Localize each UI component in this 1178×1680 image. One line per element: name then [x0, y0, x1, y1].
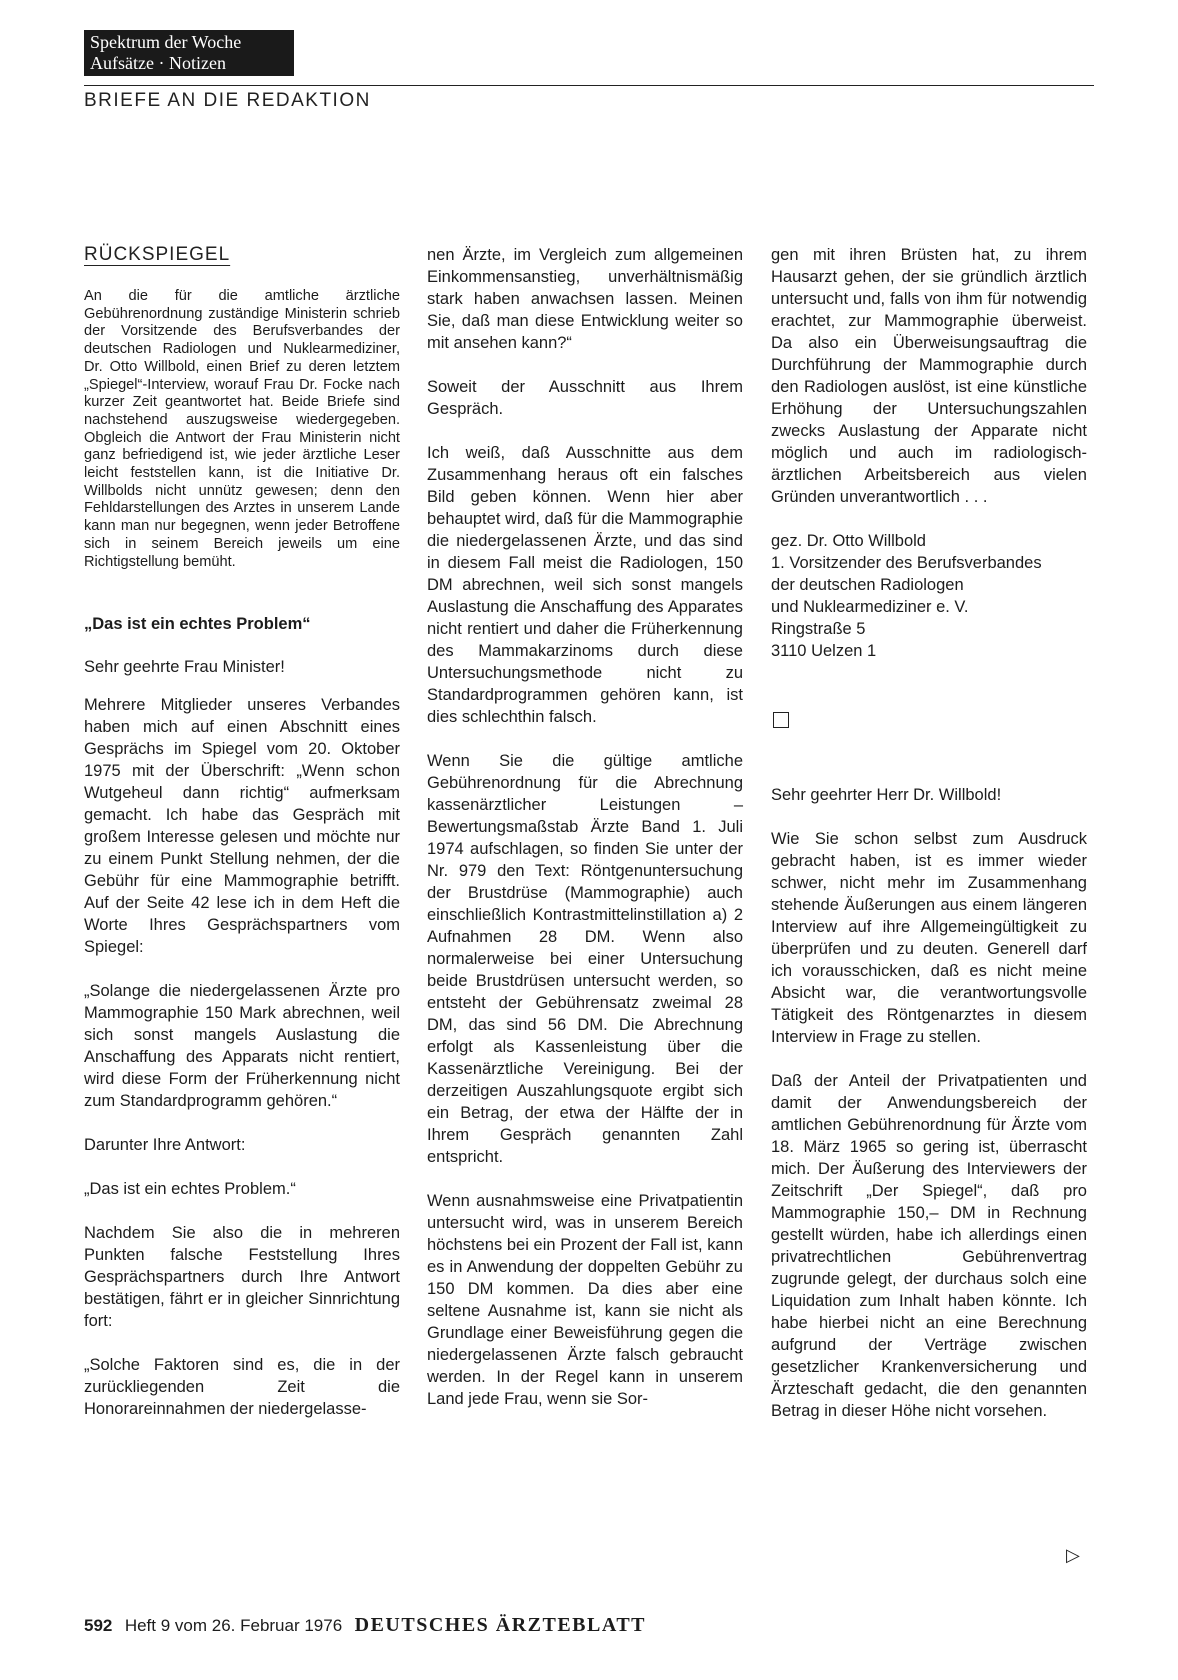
header-rule [84, 85, 1094, 86]
paragraph: Nachdem Sie also die in mehreren Punkten falsche Feststellung Ihres Gesprächspartners durch Ihre Antwort bestätigen, fährt er in gleicher Sinnrichtung fort: [84, 1224, 400, 1331]
issue-info: Heft 9 vom 26. Februar 1976 [124, 1616, 343, 1635]
section-label-line2: Aufsätze · Notizen [90, 53, 226, 73]
signature-line: gez. Dr. Otto Willbold [771, 532, 926, 550]
paragraph: „Solange die niedergelassenen Ärzte pro Mammographie 150 Mark abrechnen, weil sich sonst mangels Auslastung die Anschaffung des Apparats nicht rentiert, wird diese Form der Früherkennung nicht zum Standardprogramm gehören.“ [84, 982, 400, 1111]
paragraph: Darunter Ihre Antwort: [84, 1136, 246, 1155]
paragraph: nen Ärzte, im Vergleich zum allgemeinen Einkommensanstieg, unverhältnismäßig stark haben anwachsen lassen. Meinen Sie, daß man diese Entwicklung weiter so mit ansehen kann?“ [427, 246, 743, 352]
paragraph: Sehr geehrte Frau Minister! [84, 658, 285, 677]
paragraph: Mehrere Mitglieder unseres Verbandes haben mich auf einen Abschnitt eines Gesprächs im Spiegel vom 20. Oktober 1975 mit der Überschrift: „Wenn schon Wutgeheul dann richtig“ aufmerksam gemacht. Ich habe das Gespräch mit großem Interesse gelesen und möchte nur zu einem Punkt Stellung nehmen, der die Gebühr für eine Mammographie betrifft. Auf der Seite 42 lese ich in dem Heft die Worte Ihres Gesprächspartners vom Spiegel: [84, 696, 400, 957]
paragraph: Daß der Anteil der Privatpatienten und damit der Anwendungsbereich der amtlichen Gebührenordnung für Ärzte vom 18. März 1965 so gering ist, überrascht mich. Der Äußerung des Interviewers der Zeitschrift „Der Spiegel“, daß pro Mammographie 150,– DM in Rechnung gestellt würden, habe ich allerdings einen privatrechtlichen Gebührenvertrag zugrunde gelegt, der durchaus solch eine Liquidation zum Inhalt haben könnte. Ich habe hierbei nicht an eine Berechnung aufgrund der Verträge zwischen gesetzlicher Krankenversicherung und Ärzteschaft gedacht, die den genannten Betrag in dieser Höhe nicht vorsehen. [771, 1072, 1087, 1420]
signature-line: und Nuklearmediziner e. V. [771, 598, 969, 616]
column-1 [84, 244, 400, 1442]
paragraph: Soweit der Ausschnitt aus Ihrem Gespräch. [427, 378, 743, 418]
signature-line: Ringstraße 5 [771, 620, 866, 638]
square-box-icon [773, 712, 789, 728]
column-3 [771, 244, 1087, 1444]
section-label-line1: Spektrum der Woche [90, 32, 242, 52]
paragraph: Sehr geehrter Herr Dr. Willbold! [771, 786, 1002, 804]
paragraph: Ich weiß, daß Ausschnitte aus dem Zusammenhang heraus oft ein falsches Bild geben können. Wenn hier aber behauptet wird, daß für die Mammographie die niedergelassenen Ärzte, und das sind in diesem Fall meist die Radiologen, 150 DM abrechnen, weil sich sonst mangels Auslastung die Anschaffung des Apparates nicht rentiert und daher die Früherkennung des Mammakarzinoms durch diese Untersuchungsmethode nicht zu Standardprogrammen gehören kann, ist dies schlechthin falsch. [427, 444, 743, 726]
letter-headline: „Das ist ein echtes Problem“ [84, 615, 311, 634]
triangle-right-icon: ▷ [1066, 1545, 1080, 1565]
paragraph: Wie Sie schon selbst zum Ausdruck gebracht haben, ist es immer wieder schwer, nicht mehr im Zusammenhang stehende Äußerungen aus einem längeren Interview auf ihre Allgemeingültigkeit zu überprüfen und zu deuten. Generell darf ich vorausschicken, daß es nicht meine Absicht war, die verantwortungsvolle Tätigkeit des Röntgenarztes in diesem Interview in Frage zu stellen. [771, 830, 1087, 1046]
signature-line: 1. Vorsitzender des Berufsverbandes [771, 554, 1042, 572]
paragraph: Wenn Sie die gültige amtliche Gebührenordnung für die Abrechnung kassenärztlicher Leistungen – Bewertungsmaßstab Ärzte Band 1. Juli 1974 aufschlagen, so finden Sie unter der Nr. 979 den Text: Röntgenuntersuchung der Brustdrüse (Mammographie) auch einschließlich Kontrastmittelinstillation a) 2 Aufnahmen 28 DM. Wenn also normalerweise bei einer Untersuchung beide Brustdrüsen untersucht werden, so entsteht der Gebührensatz zweimal 28 DM, das sind 56 DM. Die Abrechnung erfolgt als Kassenleistung über die Kassenärztliche Vereinigung. Bei der derzeitigen Auszahlungsquote ergibt sich ein Betrag, der etwa der Hälfte der in Ihrem Gespräch genannten Zahl entspricht. [427, 752, 743, 1166]
paragraph: „Solche Faktoren sind es, die in der zurückliegenden Zeit die Honorareinnahmen der niedergelasse- [84, 1356, 400, 1419]
journal-name: DEUTSCHES ÄRZTEBLATT [354, 1614, 647, 1636]
page-title: BRIEFE AN DIE REDAKTION [84, 90, 371, 111]
intro-text: An die für die amtliche ärztliche Gebührenordnung zuständige Ministerin schrieb der Vorsitzende des Berufsverbandes der deutschen Radiologen und Nuklearmediziner, Dr. Otto Willbold, einen Brief zu deren letztem „Spiegel“-Interview, worauf Frau Dr. Focke nach kurzer Zeit geantwortet hat. Beide Briefe sind nachstehend auszugsweise wiedergegeben. Obgleich die Antwort der Frau Ministerin nicht ganz befriedigend ist, wie jeder ärztliche Leser leicht feststellen kann, ist die Initiative Dr. Willbolds nicht unnütz gewesen; denn den Fehldarstellungen des Arztes in unserem Lande kann man nur begegnen, wenn jeder Betroffene sich in seinem Bereich jeweils um eine Richtigstellung bemüht. [84, 288, 400, 570]
rubric-title: RÜCKSPIEGEL [84, 244, 231, 265]
column-2 [427, 244, 743, 1432]
signature-line: der deutschen Radiologen [771, 576, 964, 594]
section-label [84, 30, 294, 76]
paragraph: Wenn ausnahmsweise eine Privatpatientin untersucht wird, was in unserem Bereich höchstens bei ein Prozent der Fall ist, kann es in Anwendung der doppelten Gebühr zu 150 DM kommen. Da dies aber eine seltene Ausnahme ist, kann sie nicht als Grundlage einer Beweisführung gegen die niedergelassenen Ärzte falsch gebraucht werden. In der Regel kann in unserem Land jede Frau, wenn sie Sor- [427, 1192, 743, 1408]
signature-block [771, 530, 1087, 662]
paragraph: gen mit ihren Brüsten hat, zu ihrem Hausarzt gehen, der sie gründlich ärztlich untersucht und, falls von ihm für notwendig erachtet, zur Mammographie überweist. Da also ein Überweisungsauftrag die Durchführung der Mammographie durch den Radiologen auslöst, ist eine künstliche Erhöhung der Untersuchungszahlen zwecks Auslastung der Apparate nicht möglich und auch im radiologisch-ärztlichen Arbeitsbereich aus vielen Gründen unverantwortlich . . . [771, 246, 1087, 506]
paragraph: „Das ist ein echtes Problem.“ [84, 1180, 296, 1199]
page-number: 592 [84, 1616, 113, 1635]
signature-line: 3110 Uelzen 1 [771, 642, 877, 660]
page-footer [84, 1614, 646, 1637]
